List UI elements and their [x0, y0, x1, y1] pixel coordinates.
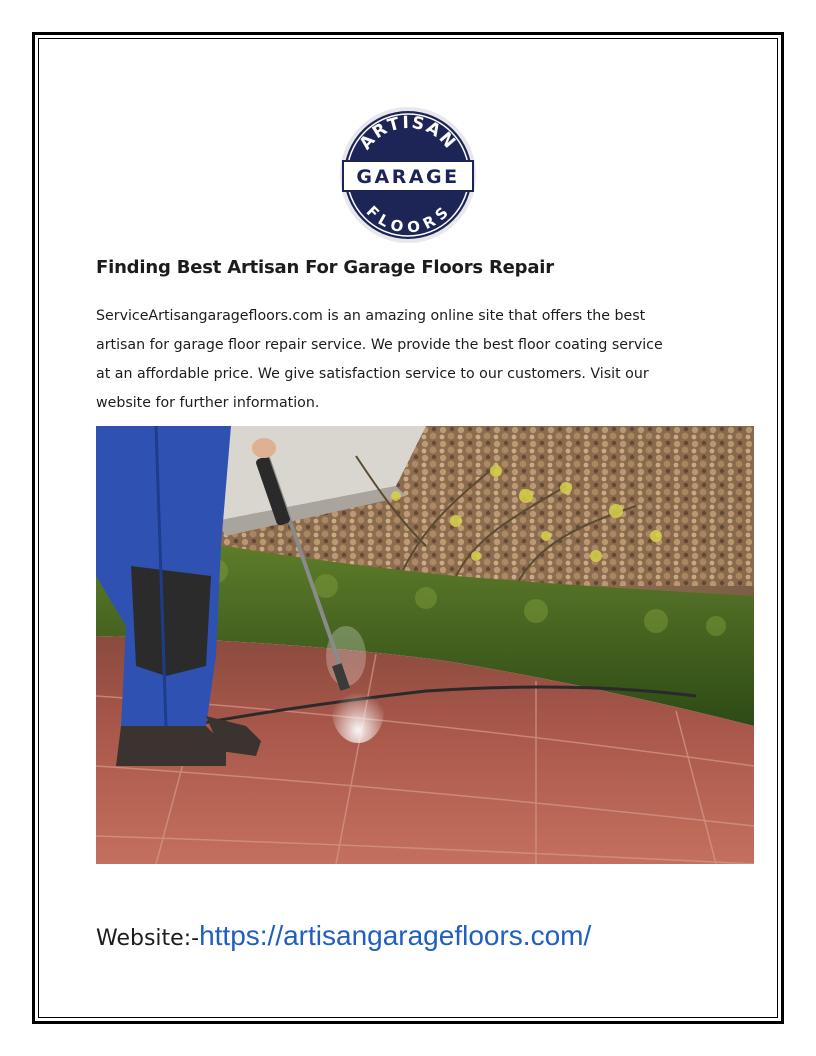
pressure-washing-photo	[96, 426, 754, 864]
page-title: Finding Best Artisan For Garage Floors Repair	[96, 257, 554, 278]
logo-text-bottom: FLOORS	[362, 202, 454, 237]
logo-text-middle: GARAGE	[356, 166, 460, 188]
website-label: Website:-	[96, 926, 200, 951]
description-paragraph: ServiceArtisangaragefloors.com is an amazing online site that offers the best artisan for garage floor repair service. We provide the best floor coating service at an affordable price. We give satisfaction service to our customers. Visit our website for further information.	[96, 308, 663, 411]
website-row	[96, 920, 591, 952]
website-link[interactable]: https://artisangaragefloors.com/	[199, 920, 592, 951]
logo-text-top: ARTISAN	[355, 112, 461, 154]
artisan-garage-floors-logo	[339, 106, 477, 244]
